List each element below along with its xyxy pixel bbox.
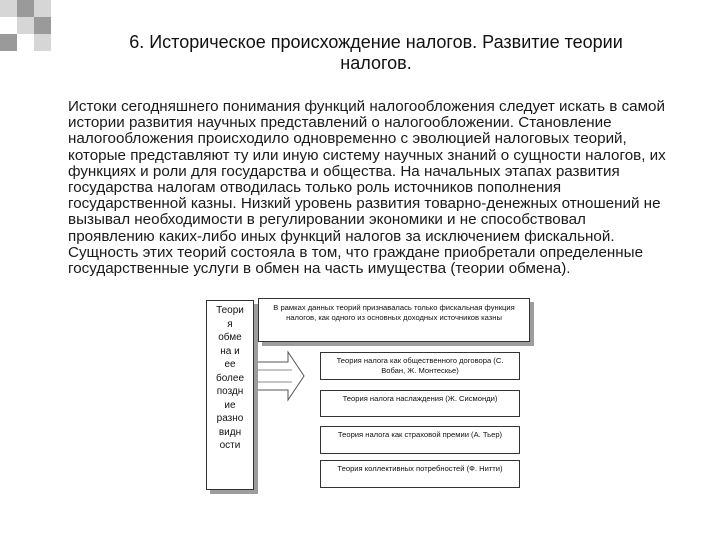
fiscal-function-note: В рамках данных теорий признавалась только фискальная функция налогов, как одного из основных доходных источников казны [258, 298, 530, 342]
slide-title: 6. Историческое происхождение налогов. Развитие теории налогов. [129, 32, 623, 73]
theory-insurance-premium: Теория налога как страховой премии (А. Тьер) [320, 426, 520, 454]
arrow-right-large [256, 352, 304, 400]
theory-collective-needs: Теория коллективных потребностей (Ф. Нитти) [320, 460, 520, 488]
theory-pleasure: Теория налога наслаждения (Ж. Сисмонди) [320, 390, 520, 417]
theory-of-exchange-label: Теори я обме на и ее более поздн ие разно видн ости [215, 305, 245, 451]
theory-social-contract: Теория налога как общественного договора (С. Вобан, Ж. Монтескье) [320, 352, 520, 380]
slide-body-text: Истоки сегодняшнего понимания функций налогообложения следует искать в самой истории развития научных представлений о налогообложении. Становление налогообложения происходило одновременно с эволюцией налоговых теорий, которые представляют ту или иную систему научных знаний о сущности налогов, их функциях и роли для государства и общества. На начальных этапах развития государства налогам отводилась только роль источников пополнения государственной казны. Низкий уровень развития товарно-денежных отношений не вызывал необходимости в регулировании экономики и не способствовал проявлению каких-либо иных функций налогов за исключением фискальной. Сущность этих теорий состояла в том, что граждане приобретали определенные государственные услуги в обмен на часть имущества (теории обмена). [68, 98, 666, 278]
